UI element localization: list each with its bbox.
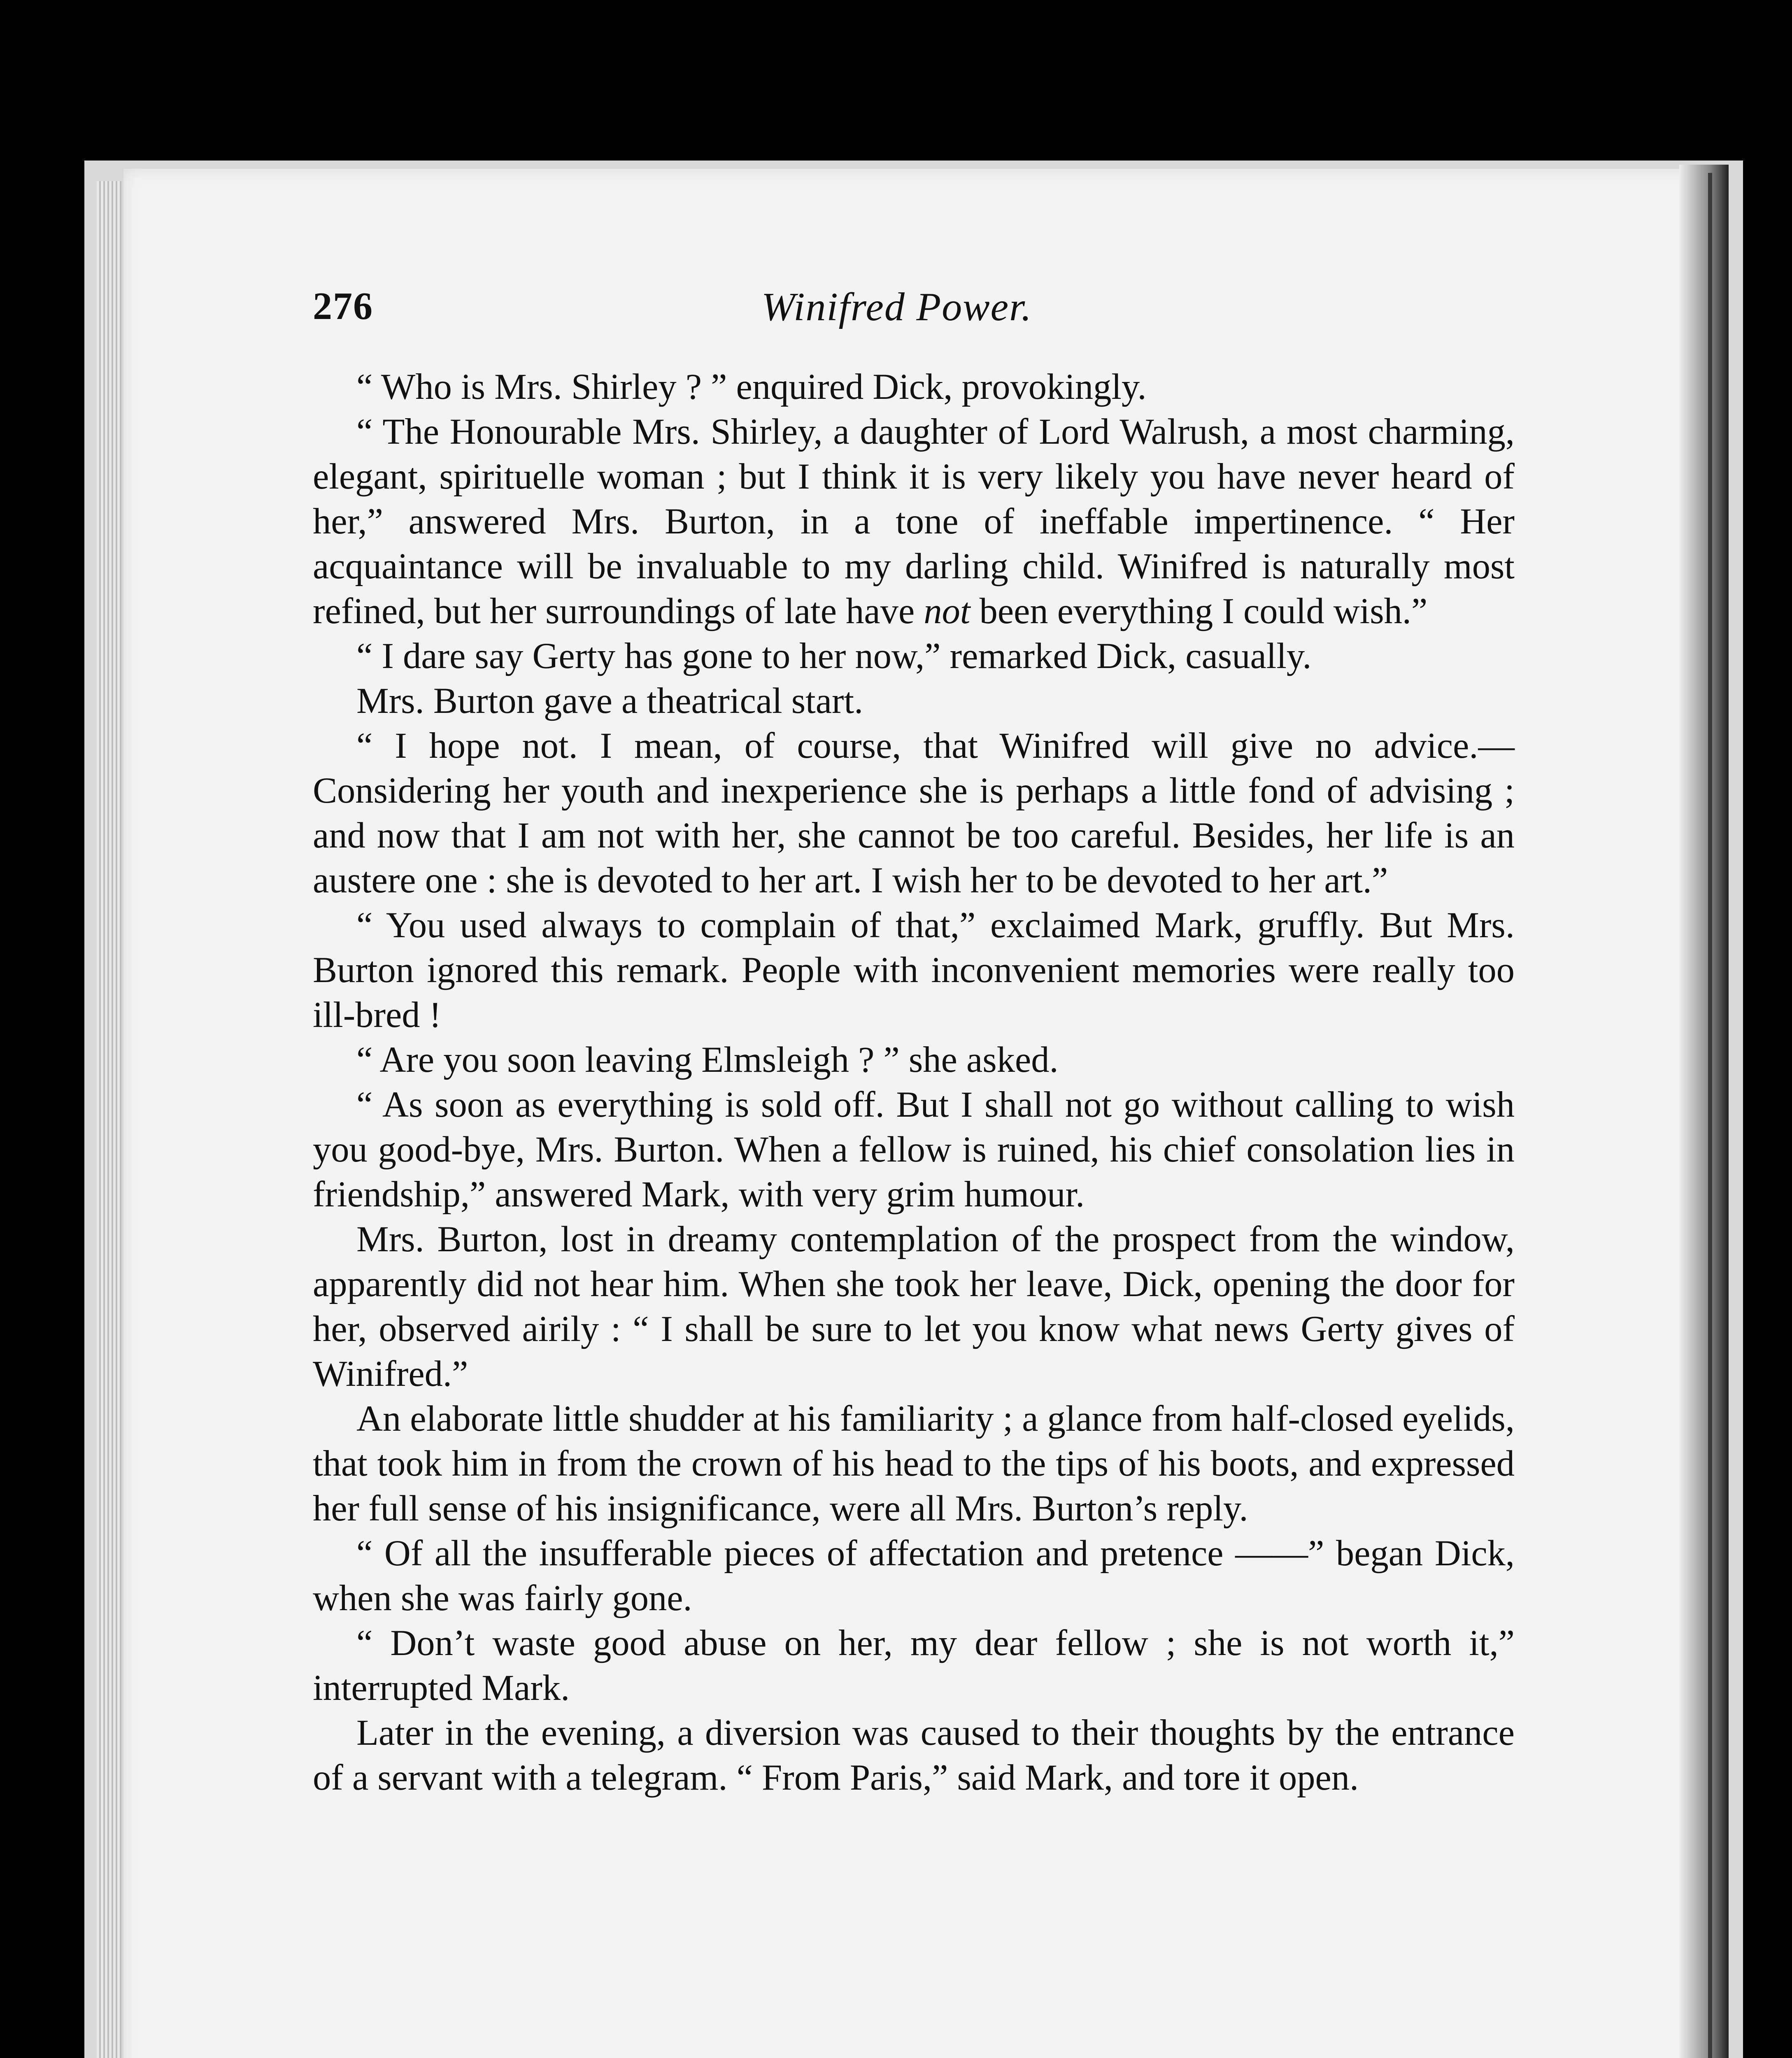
paragraph: “ As soon as everything is sold off. But I shall not go without calling to wish you good-bye, Mrs. Burton. When a fellow is ruined, his chief consolation lies in friendship,” answered Mark, with very grim humour. <box>313 1085 1515 1215</box>
paragraph: “ Are you soon leaving Elmsleigh ? ” she asked. <box>356 1040 1059 1080</box>
paragraph: “ I hope not. I mean, of course, that Winifred will give no advice.—Considering her youth and inexperience she is perhaps a little fond of advising ; and now that I am not with her, she cannot be too careful. Besides, her life is an austere one : she is devoted to her art. I wish her to be devoted to her art.” <box>313 726 1515 901</box>
binding-shadow <box>1679 165 1729 2058</box>
running-head <box>313 284 1556 342</box>
paragraph: “ Who is Mrs. Shirley ? ” enquired Dick, provokingly. <box>356 367 1147 407</box>
paragraph: “ Don’t waste good abuse on her, my dear fellow ; she is not worth it,” interrupted Mark. <box>313 1623 1515 1708</box>
binding-fold <box>1708 173 1712 2058</box>
paragraph: Mrs. Burton gave a theatrical start. <box>356 681 863 721</box>
paragraph: “ I dare say Gerty has gone to her now,” remarked Dick, casually. <box>356 636 1312 676</box>
paragraph: “ The Honourable Mrs. Shirley, a daughter of Lord Walrush, a most charming, elegant, spirituelle woman ; but I think it is very likely you have never heard of her,” answered Mrs. Burton, in a tone of ineffable impertinence. “ Her acquaintance will be invaluable to my darling child. Winifred is naturally most refined, but her surroundings of late have not been everything I could wish.” <box>313 412 1515 631</box>
body-text <box>313 365 1515 1800</box>
page-edges <box>97 181 121 2058</box>
paragraph: Later in the evening, a diversion was caused to their thoughts by the entrance of a servant with a telegram. “ From Paris,” said Mark, and tore it open. <box>313 1713 1515 1798</box>
paragraph: An elaborate little shudder at his familiarity ; a glance from half-closed eyelids, that took him in from the crown of his head to the tips of his boots, and expressed her full sense of his insignificance, were all Mrs. Burton’s reply. <box>313 1399 1515 1529</box>
emphasized-word: not <box>924 591 970 631</box>
paragraph: “ You used always to complain of that,” exclaimed Mark, gruffly. But Mrs. Burton ignored this remark. People with inconvenient memories were really too ill-bred ! <box>313 905 1515 1035</box>
page-number: 276 <box>313 285 373 328</box>
paragraph: “ Of all the insufferable pieces of affectation and pretence ——” began Dick, when she was fairly gone. <box>313 1533 1515 1618</box>
running-title: Winifred Power. <box>761 285 1032 329</box>
paragraph: Mrs. Burton, lost in dreamy contemplation of the prospect from the window, apparently did not hear him. When she took her leave, Dick, opening the door for her, observed airily : “ I shall be sure to let you know what news Gerty gives of Winifred.” <box>313 1219 1515 1394</box>
